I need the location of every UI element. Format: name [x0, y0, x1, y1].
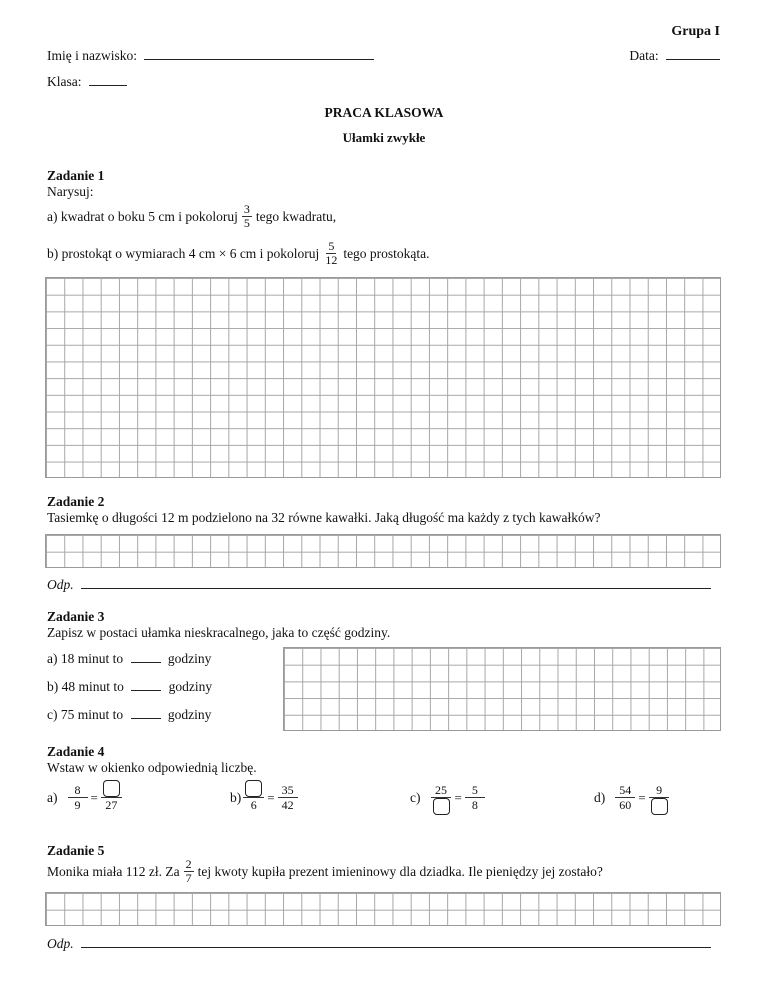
answer-blank[interactable]: [131, 678, 161, 691]
task2-answer[interactable]: [47, 576, 711, 593]
name-field[interactable]: [47, 47, 374, 64]
task3-title: Zadanie 3: [47, 609, 105, 624]
task1-drawing-grid[interactable]: [45, 277, 721, 478]
task1-intro: Narysuj:: [47, 184, 94, 199]
date-label: Data:: [629, 48, 659, 63]
answer-blank[interactable]: [81, 935, 711, 948]
answer-box[interactable]: [103, 780, 120, 797]
date-blank[interactable]: [666, 47, 720, 60]
task5-answer[interactable]: [47, 935, 711, 952]
task4-item-a: a) $\frac{8}{9}$ = 27: [47, 780, 122, 815]
task4-text: Wstaw w okienko odpowiednią liczbę.: [47, 760, 257, 775]
name-label: Imię i nazwisko:: [47, 48, 137, 63]
answer-box[interactable]: [651, 798, 668, 815]
task2-title: Zadanie 2: [47, 494, 105, 509]
fraction: $\frac{2}{7}$: [185, 857, 192, 885]
task1-a-suffix: tego kwadratu,: [255, 208, 337, 224]
date-field[interactable]: [629, 47, 720, 64]
fraction: $\frac{5}{12}$: [325, 239, 338, 267]
fraction: $\frac{3}{5}$: [243, 202, 250, 230]
class-label: Klasa:: [47, 74, 82, 89]
answer-blank[interactable]: [81, 576, 711, 589]
task3-item-b[interactable]: b) 48 minut to godziny: [47, 679, 213, 694]
task1-item-a: [47, 203, 336, 230]
task1-a-text: a) kwadrat o boku 5 cm i pokoloruj: [47, 208, 238, 224]
task4-item-d: d) $\frac{54}{60}$ = 9: [594, 780, 670, 815]
task4-item-c: c) 25 = $\frac{5}{8}$: [410, 780, 485, 815]
task3-item-c[interactable]: c) 75 minut to godziny: [47, 707, 212, 722]
page-title: PRACA KLASOWA: [324, 105, 444, 120]
answer-blank[interactable]: [131, 706, 161, 719]
answer-box[interactable]: [245, 780, 262, 797]
answer-label: Odp.: [47, 936, 74, 951]
answer-box[interactable]: [433, 798, 450, 815]
task2-work-grid[interactable]: [45, 534, 721, 568]
group-label: Grupa I: [671, 24, 720, 39]
task3-work-grid[interactable]: [283, 647, 721, 731]
name-blank[interactable]: [144, 47, 374, 60]
task1-b-text: b) prostokąt o wymiarach 4 cm × 6 cm i pokoloruj: [47, 245, 320, 261]
task3-text: Zapisz w postaci ułamka nieskracalnego, jaka to część godziny.: [47, 625, 391, 640]
task5-text: Monika miała 112 zł. Za $\frac{2}{7}$ tej kwoty kupiła prezent imieninowy dla dziadka. Ile pieniędzy jej zostało?: [47, 857, 603, 885]
task4-item-b: b) 6 = $\frac{35}{42}$: [230, 780, 298, 815]
class-blank[interactable]: [89, 73, 127, 86]
page-subtitle: Ułamki zwykłe: [342, 130, 426, 145]
answer-blank[interactable]: [131, 650, 161, 663]
task2-text: Tasiemkę o długości 12 m podzielono na 32 równe kawałki. Jaką długość ma każdy z tych kawałków?: [47, 510, 601, 525]
task5-title: Zadanie 5: [47, 843, 105, 858]
task5-work-grid[interactable]: [45, 892, 721, 926]
answer-label: Odp.: [47, 577, 74, 592]
task4-title: Zadanie 4: [47, 744, 105, 759]
task1-b-suffix: tego prostokąta.: [343, 245, 430, 261]
task1-item-b: [47, 240, 430, 267]
task1-title: Zadanie 1: [47, 168, 105, 183]
class-field[interactable]: [47, 73, 127, 90]
task3-item-a[interactable]: a) 18 minut to godziny: [47, 651, 212, 666]
